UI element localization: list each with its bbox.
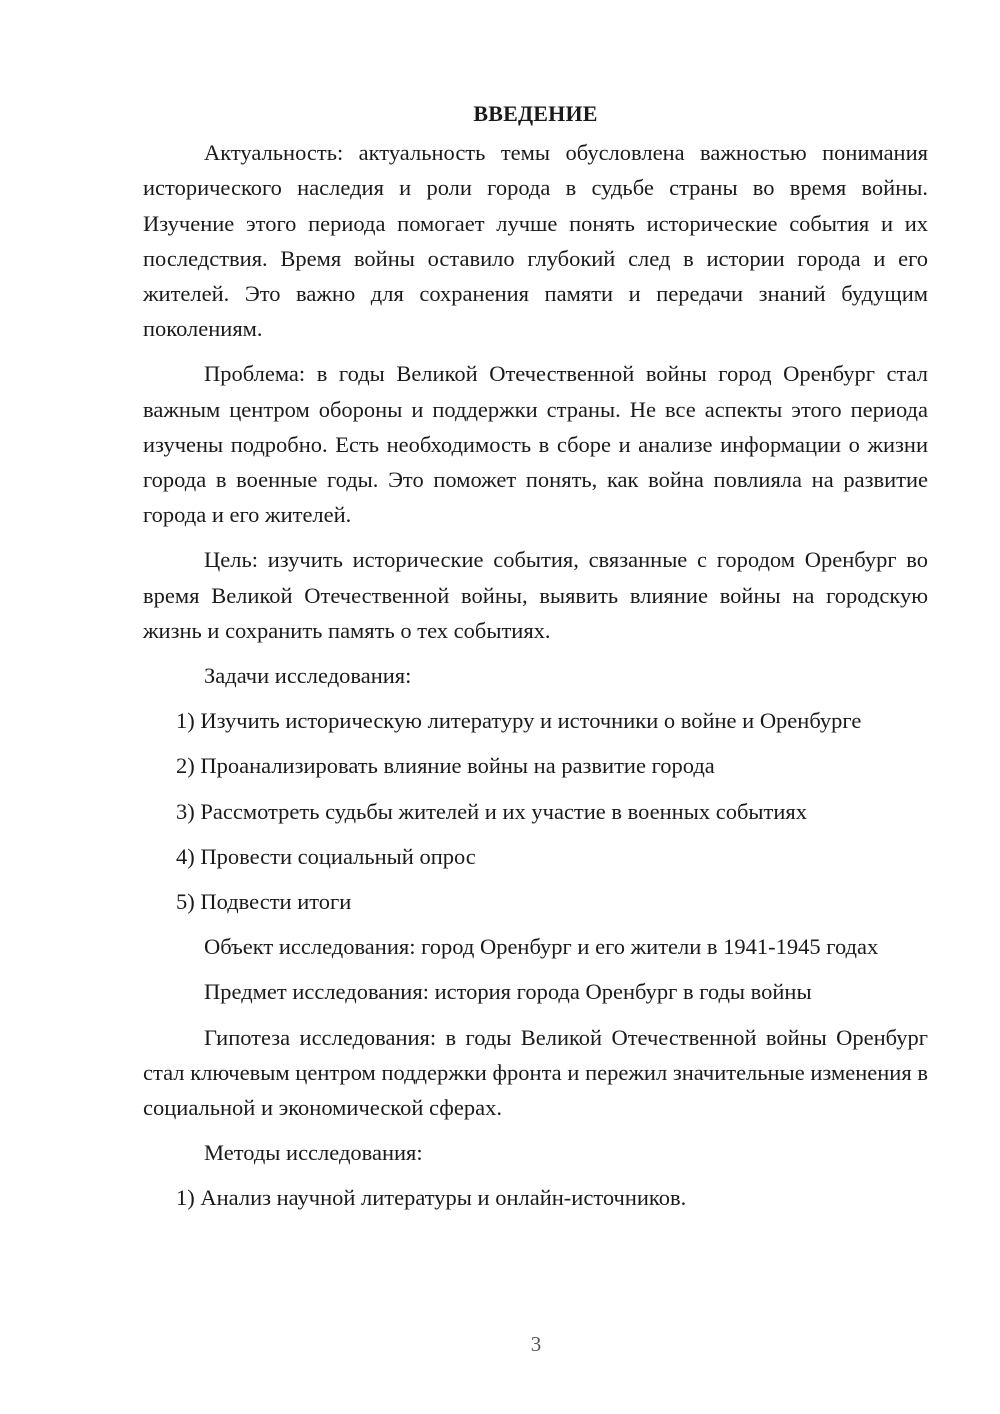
paragraph-subject: Предмет исследования: история города Оренбург в годы войны: [204, 979, 812, 1005]
page-number: 3: [530, 1332, 542, 1356]
methods-heading: Методы исследования:: [204, 1140, 423, 1166]
task-item-4: 4) Провести социальный опрос: [176, 843, 476, 869]
task-item-5: 5) Подвести итоги: [176, 889, 352, 915]
task-item-3: 3) Рассмотреть судьбы жителей и их участие в военных событиях: [176, 798, 807, 824]
task-item-1: 1) Изучить историческую литературу и источники о войне и Оренбурге: [176, 708, 862, 734]
paragraph-hypothesis: Гипотеза исследования: в годы Великой Отечественной войны Оренбург стал ключевым центром поддержки фронта и пережил значительные изменения в социальной и экономической сферах.: [143, 1024, 928, 1121]
method-item-1: 1) Анализ научной литературы и онлайн-источников.: [176, 1185, 687, 1211]
task-item-2: 2) Проанализировать влияние войны на развитие города: [176, 753, 715, 779]
page-content: [143, 96, 928, 1226]
paragraph-goal: Цель: изучить исторические события, связанные с городом Оренбург во время Великой Отечественной войны, выявить влияние войны на городскую жизнь и сохранить память о тех событиях.: [143, 547, 928, 643]
page-title: ВВЕДЕНИЕ: [473, 101, 598, 126]
paragraph-object: Объект исследования: город Оренбург и его жители в 1941-1945 годах: [204, 934, 879, 960]
paragraph-problem: Проблема: в годы Великой Отечественной войны город Оренбург стал важным центром обороны и поддержки страны. Не все аспекты этого периода изучены подробно. Есть необходимость в сборе и анализе информации о жизни города в военные годы. Это поможет понять, как война повлияла на развитие города и его жителей.: [143, 361, 928, 528]
tasks-heading: Задачи исследования:: [204, 663, 412, 689]
paragraph-relevance: Актуальность: актуальность темы обусловлена важностью понимания исторического наследия и роли города в судьбе страны во время войны. Изучение этого периода помогает лучше понять исторические события и их последствия. Время войны оставило глубокий след в истории города и его жителей. Это важно для сохранения памяти и передачи знаний будущим поколениям.: [143, 140, 928, 342]
